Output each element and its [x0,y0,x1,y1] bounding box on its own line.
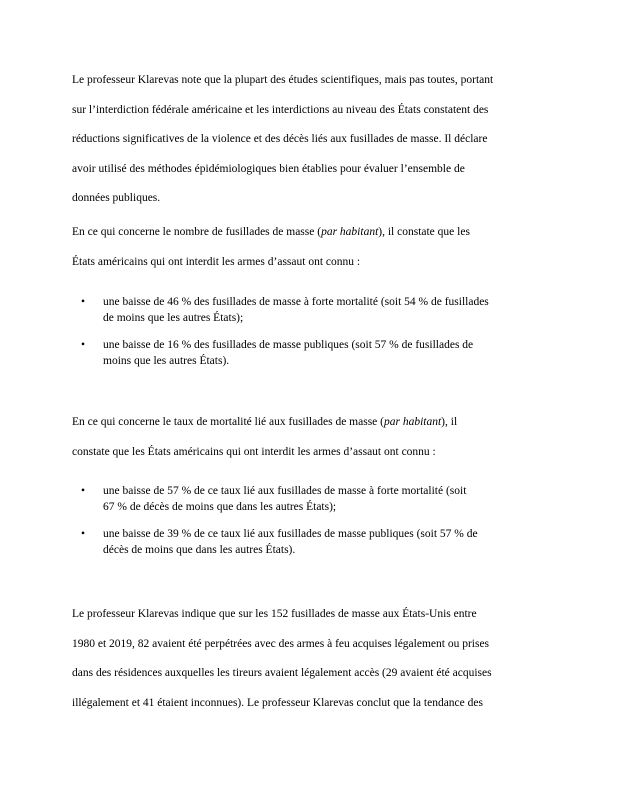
bullet-text [103,294,489,327]
text-line: réductions significatives de la violence et des décès liés aux fusillades de masse. Il déclare [72,133,488,145]
text-line: moins que les autres États). [103,355,230,368]
paragraph-nombre-intro [72,218,470,277]
bullet-icon: • [81,296,86,308]
text-line: de moins que les autres États); [103,312,244,325]
italic-text-run: par habitant [321,226,379,238]
text-line: Le professeur Klarevas note que la plupart des études scientifiques, mais pas toutes, portant [72,74,494,86]
bullet-icon: • [81,485,86,497]
bullet-item [81,294,489,327]
text-line: Le professeur Klarevas indique que sur les 152 fusillades de masse aux États-Unis entre [72,608,477,620]
text-line: une baisse de 57 % de ce taux lié aux fusillades de masse à forte mortalité (soit [103,485,467,497]
text-line: constate que les États américains qui ont interdit les armes d’assaut ont connu : [72,445,436,458]
text-run: ), il [441,416,458,428]
text-line: 67 % de décès de moins que dans les autres États); [103,501,337,514]
bullet-text [103,483,466,516]
bullet-item [81,526,478,559]
text-line: une baisse de 39 % de ce taux lié aux fusillades de masse publiques (soit 57 % de [103,528,478,540]
bullet-item [81,337,473,370]
text-run: En ce qui concerne le taux de mortalité lié aux fusillades de masse ( [72,416,384,428]
text-line: sur l’interdiction fédérale américaine et les interdictions au niveau des États constatent des [72,103,489,116]
text-line: États américains qui ont interdit les armes d’assaut ont connu : [72,255,361,268]
bullet-icon: • [81,528,86,540]
bullet-text [103,337,473,370]
text-line: avoir utilisé des méthodes épidémiologiques bien établies pour évaluer l’ensemble de [72,162,465,175]
text-line: décès de moins que dans les autres États). [103,544,296,557]
text-line [72,218,470,248]
bullet-item [81,483,466,516]
text-line: une baisse de 46 % des fusillades de masse à forte mortalité (soit 54 % de fusillades [103,296,489,308]
text-line: dans des résidences auxquelles les tireurs avaient légalement accès (29 avaient été acquises [72,667,492,679]
text-line: 1980 et 2019, 82 avaient été perpétrées avec des armes à feu acquises légalement ou prises [72,637,490,650]
italic-text-run: par habitant [383,416,442,428]
text-run: En ce qui concerne le nombre de fusillades de masse ( [72,226,322,238]
text-line: une baisse de 16 % des fusillades de masse publiques (soit 57 % de fusillades de [103,339,474,351]
bullet-icon: • [81,339,86,351]
text-line: illégalement et 41 étaient inconnues). Le professeur Klarevas conclut que la tendance des [72,696,483,709]
text-line [72,408,457,438]
text-line: données publiques. [72,192,161,204]
paragraph-klarevas-conclusion [72,600,492,718]
bullet-text [103,526,478,559]
paragraph-klarevas-note [72,66,493,214]
text-run: ), il constate que les [378,226,470,238]
paragraph-taux-intro [72,408,457,467]
